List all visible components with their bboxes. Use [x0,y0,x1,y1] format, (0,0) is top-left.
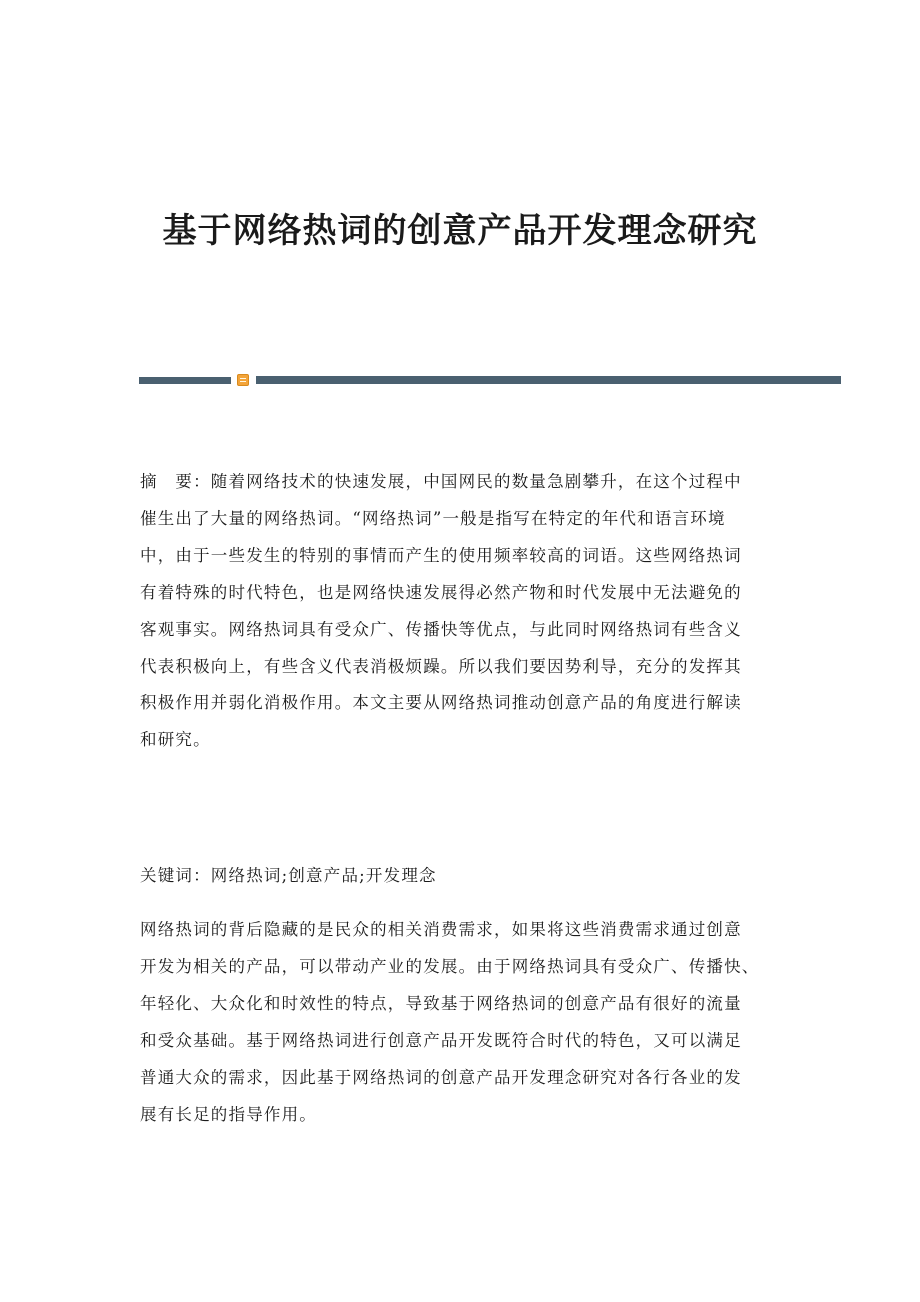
paragraph-line: 展有长足的指导作用。 [140,1104,317,1124]
document-title: 基于网络热词的创意产品开发理念研究 [162,211,758,251]
abstract-line: 有着特殊的时代特色，也是网络快速发展得必然产物和时代发展中无法避免的 [140,582,742,602]
paragraph-line: 网络热词的背后隐藏的是民众的相关消费需求，如果将这些消费需求通过创意 [140,920,742,939]
paragraph-line: 年轻化、大众化和时效性的特点，导致基于网络热词的创意产品有很好的流量 [140,993,742,1013]
abstract-line: 催生出了大量的网络热词。“网络热词”一般是指写在特定的年代和语言环境 [140,508,726,528]
paragraph-line: 和受众基础。基于网络热词进行创意产品开发既符合时代的特色，又可以满足 [140,1030,742,1050]
paragraph-line: 普通大众的需求，因此基于网络热词的创意产品开发理念研究对各行各业的发 [140,1067,742,1087]
abstract-line: 摘 要：随着网络技术的快速发展，中国网民的数量急剧攀升，在这个过程中 [140,472,742,491]
book-icon [237,374,249,386]
abstract-line: 代表积极向上，有些含义代表消极烦躁。所以我们要因势利导，充分的发挥其 [140,656,742,676]
keywords-line: 关键词：网络热词;创意产品;开发理念 [140,866,437,885]
abstract-line: 积极作用并弱化消极作用。本文主要从网络热词推动创意产品的角度进行解读 [140,693,742,713]
abstract-section [140,464,790,759]
keywords-section [140,858,790,895]
divider-bar-left [139,377,231,384]
divider-bar-right [256,376,841,384]
body-paragraph [140,912,790,1133]
title-divider [139,374,841,386]
abstract-line: 和研究。 [140,730,211,750]
abstract-line: 客观事实。网络热词具有受众广、传播快等优点，与此同时网络热词有些含义 [140,619,742,639]
abstract-line: 中，由于一些发生的特别的事情而产生的使用频率较高的词语。这些网络热词 [140,545,742,565]
paragraph-line: 开发为相关的产品，可以带动产业的发展。由于网络热词具有受众广、传播快、 [140,956,760,976]
